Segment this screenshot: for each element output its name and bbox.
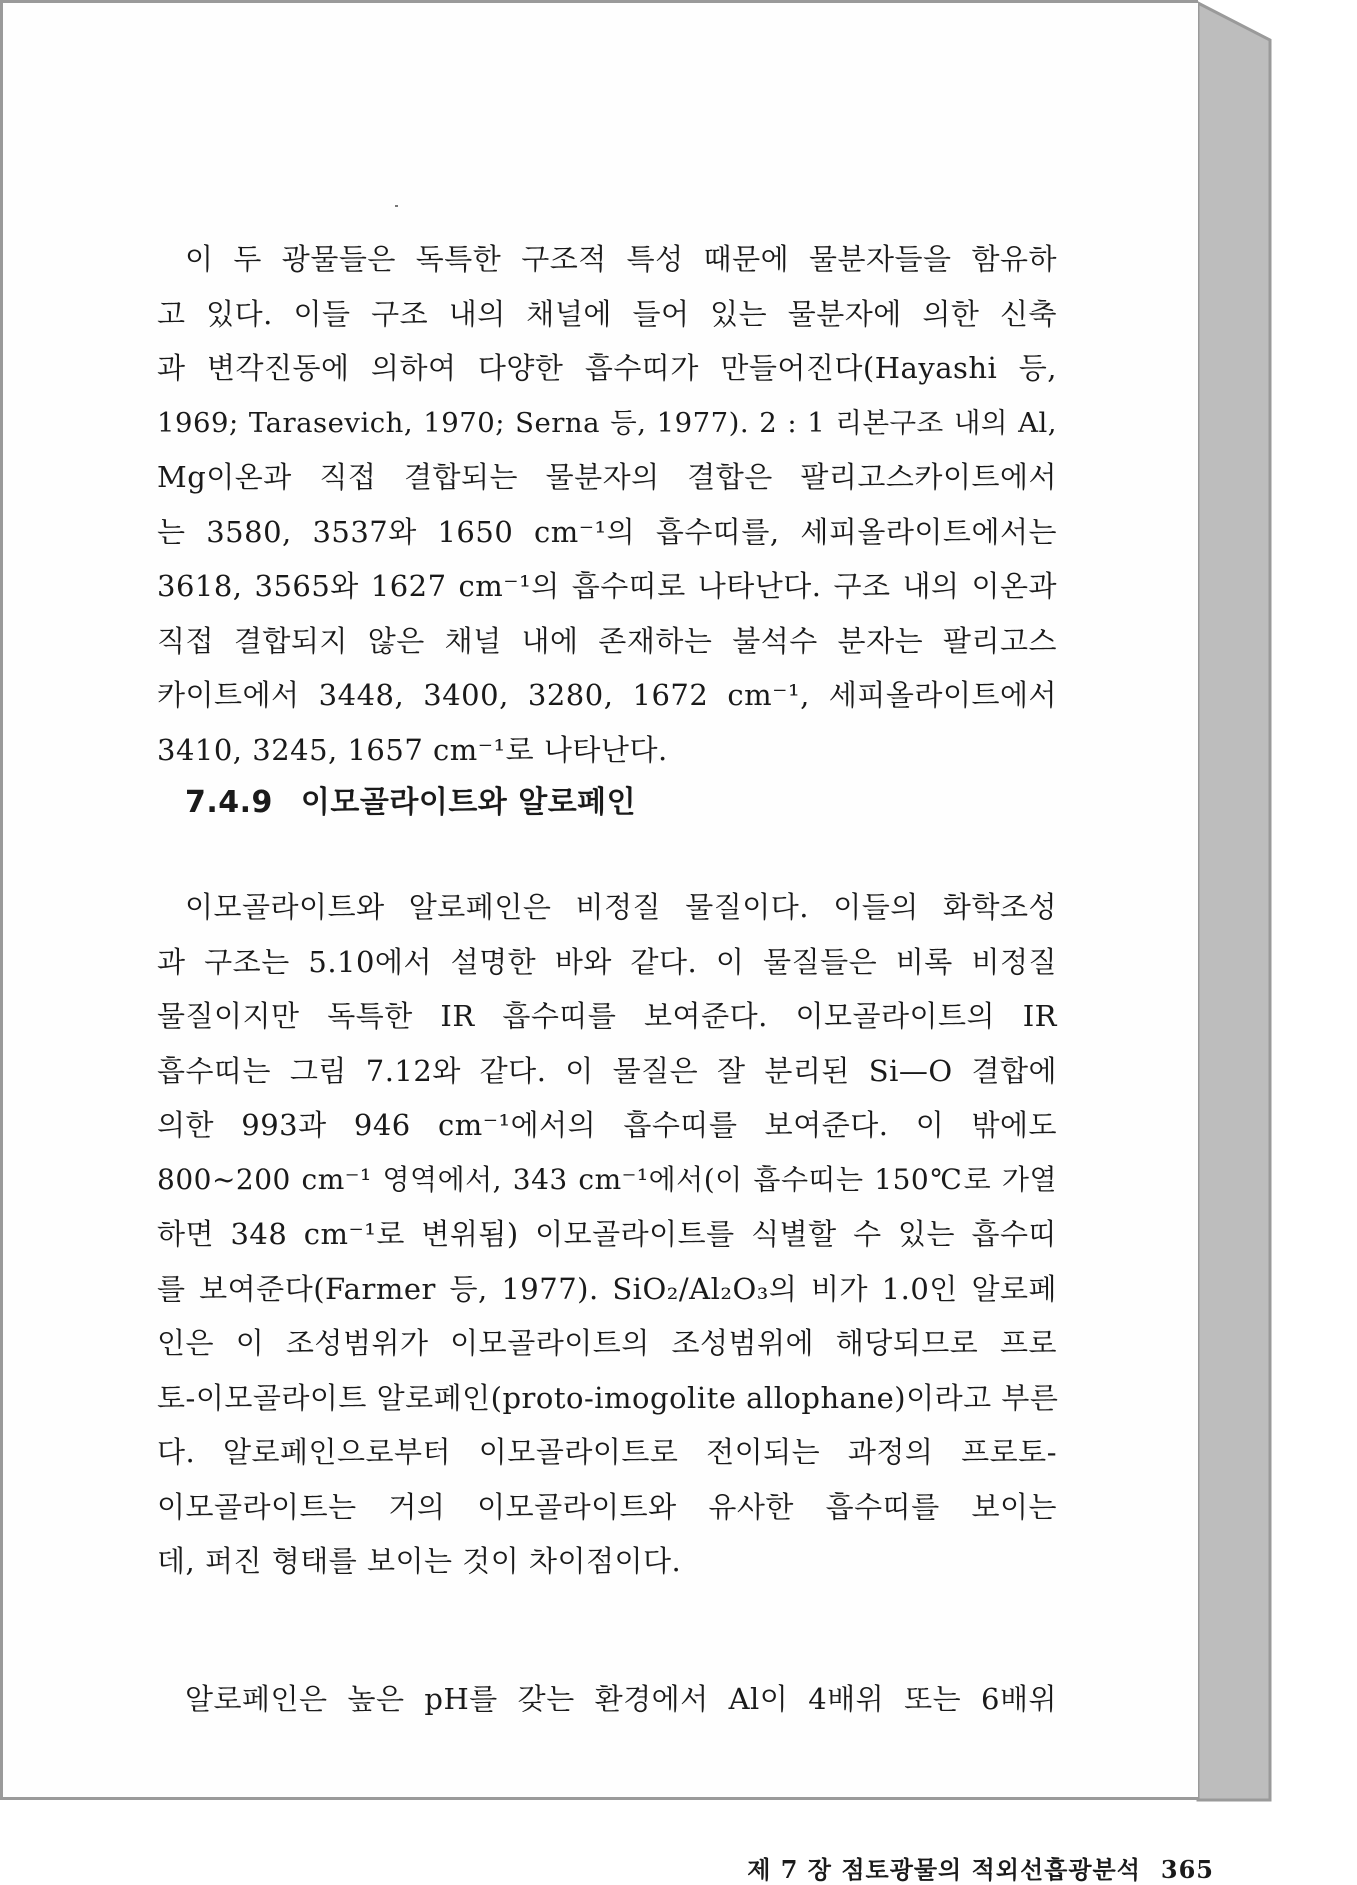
paragraph-2-line: 흡수띠는 그림 7.12와 같다. 이 물질은 잘 분리된 Si—O 결합에 [157,1053,1057,1088]
paragraph-1-line: 직접 결합되지 않은 채널 내에 존재하는 불석수 분자는 팔리고스 [157,623,1057,658]
footer-chapter-title: 제 7 장 점토광물의 적외선흡광분석 [747,1855,1141,1884]
paragraph-1-line: 과 변각진동에 의하여 다양한 흡수띠가 만들어진다(Hayashi 등, [157,351,1057,385]
section-heading [185,777,636,821]
paragraph-2 [157,880,1057,1589]
paragraph-1 [157,232,1057,777]
scan-speck [395,205,398,207]
paragraph-2-line: 토-이모골라이트 알로페인(proto-imogolite allophane)이라고 부른 [157,1380,1059,1415]
paragraph-1-line: 이 두 광물들은 독특한 구조적 특성 때문에 물분자들을 함유하 [185,242,1057,276]
paragraph-2-line: 이모골라이트와 알로페인은 비정질 물질이다. 이들의 화학조성 [185,890,1057,924]
paragraph-1-line: 3410, 3245, 1657 cm⁻¹로 나타난다. [157,732,668,767]
paragraph-2-line: 물질이지만 독특한 IR 흡수띠를 보여준다. 이모골라이트의 IR [157,999,1057,1033]
paragraph-1-line: 3618, 3565와 1627 cm⁻¹의 흡수띠로 나타난다. 구조 내의 이온과 [157,569,1057,603]
paragraph-2-line: 이모골라이트는 거의 이모골라이트와 유사한 흡수띠를 보이는 [157,1489,1057,1524]
paragraph-1-line: 는 3580, 3537와 1650 cm⁻¹의 흡수띠를, 세피올라이트에서는 [157,514,1057,549]
paragraph-1-line: 고 있다. 이들 구조 내의 채널에 들어 있는 물분자에 의한 신축 [157,296,1057,331]
running-footer [717,1850,1214,1885]
section-title: 이모골라이트와 알로페인 [300,785,637,820]
paragraph-2-line: 800~200 cm⁻¹ 영역에서, 343 cm⁻¹에서(이 흡수띠는 150℃로 가열 [157,1162,1057,1196]
paragraph-2-line: 다. 알로페인으로부터 이모골라이트로 전이되는 과정의 프로토- [157,1435,1057,1469]
paragraph-2-line: 과 구조는 5.10에서 설명한 바와 같다. 이 물질들은 비록 비정질 [157,944,1057,979]
paragraph-1-line: Mg이온과 직접 결합되는 물분자의 결합은 팔리고스카이트에서 [157,460,1057,494]
paragraph-1-line: 카이트에서 3448, 3400, 3280, 1672 cm⁻¹, 세피올라이트에서 [157,678,1057,712]
paragraph-2-line: 데, 퍼진 형태를 보이는 것이 차이점이다. [157,1544,682,1578]
section-number: 7.4.9 [185,785,273,820]
paragraph-2-line: 인은 이 조성범위가 이모골라이트의 조성범위에 해당되므로 프로 [157,1326,1057,1360]
paragraph-2-line: 의한 993과 946 cm⁻¹에서의 흡수띠를 보여준다. 이 밖에도 [157,1108,1057,1142]
page-number: 365 [1160,1855,1214,1884]
paragraph-2-line: 를 보여준다(Farmer 등, 1977). SiO₂/Al₂O₃의 비가 1.0인 알로페 [157,1271,1057,1306]
paragraph-1-line: 1969; Tarasevich, 1970; Serna 등, 1977). 2 : 1 리본구조 내의 Al, [157,406,1057,439]
paragraph-3 [157,1672,1057,1727]
paragraph-2-line: 하면 348 cm⁻¹로 변위됨) 이모골라이트를 식별할 수 있는 흡수띠 [157,1217,1057,1251]
paragraph-3-line: 알로페인은 높은 pH를 갖는 환경에서 Al이 4배위 또는 6배위 [185,1682,1057,1716]
